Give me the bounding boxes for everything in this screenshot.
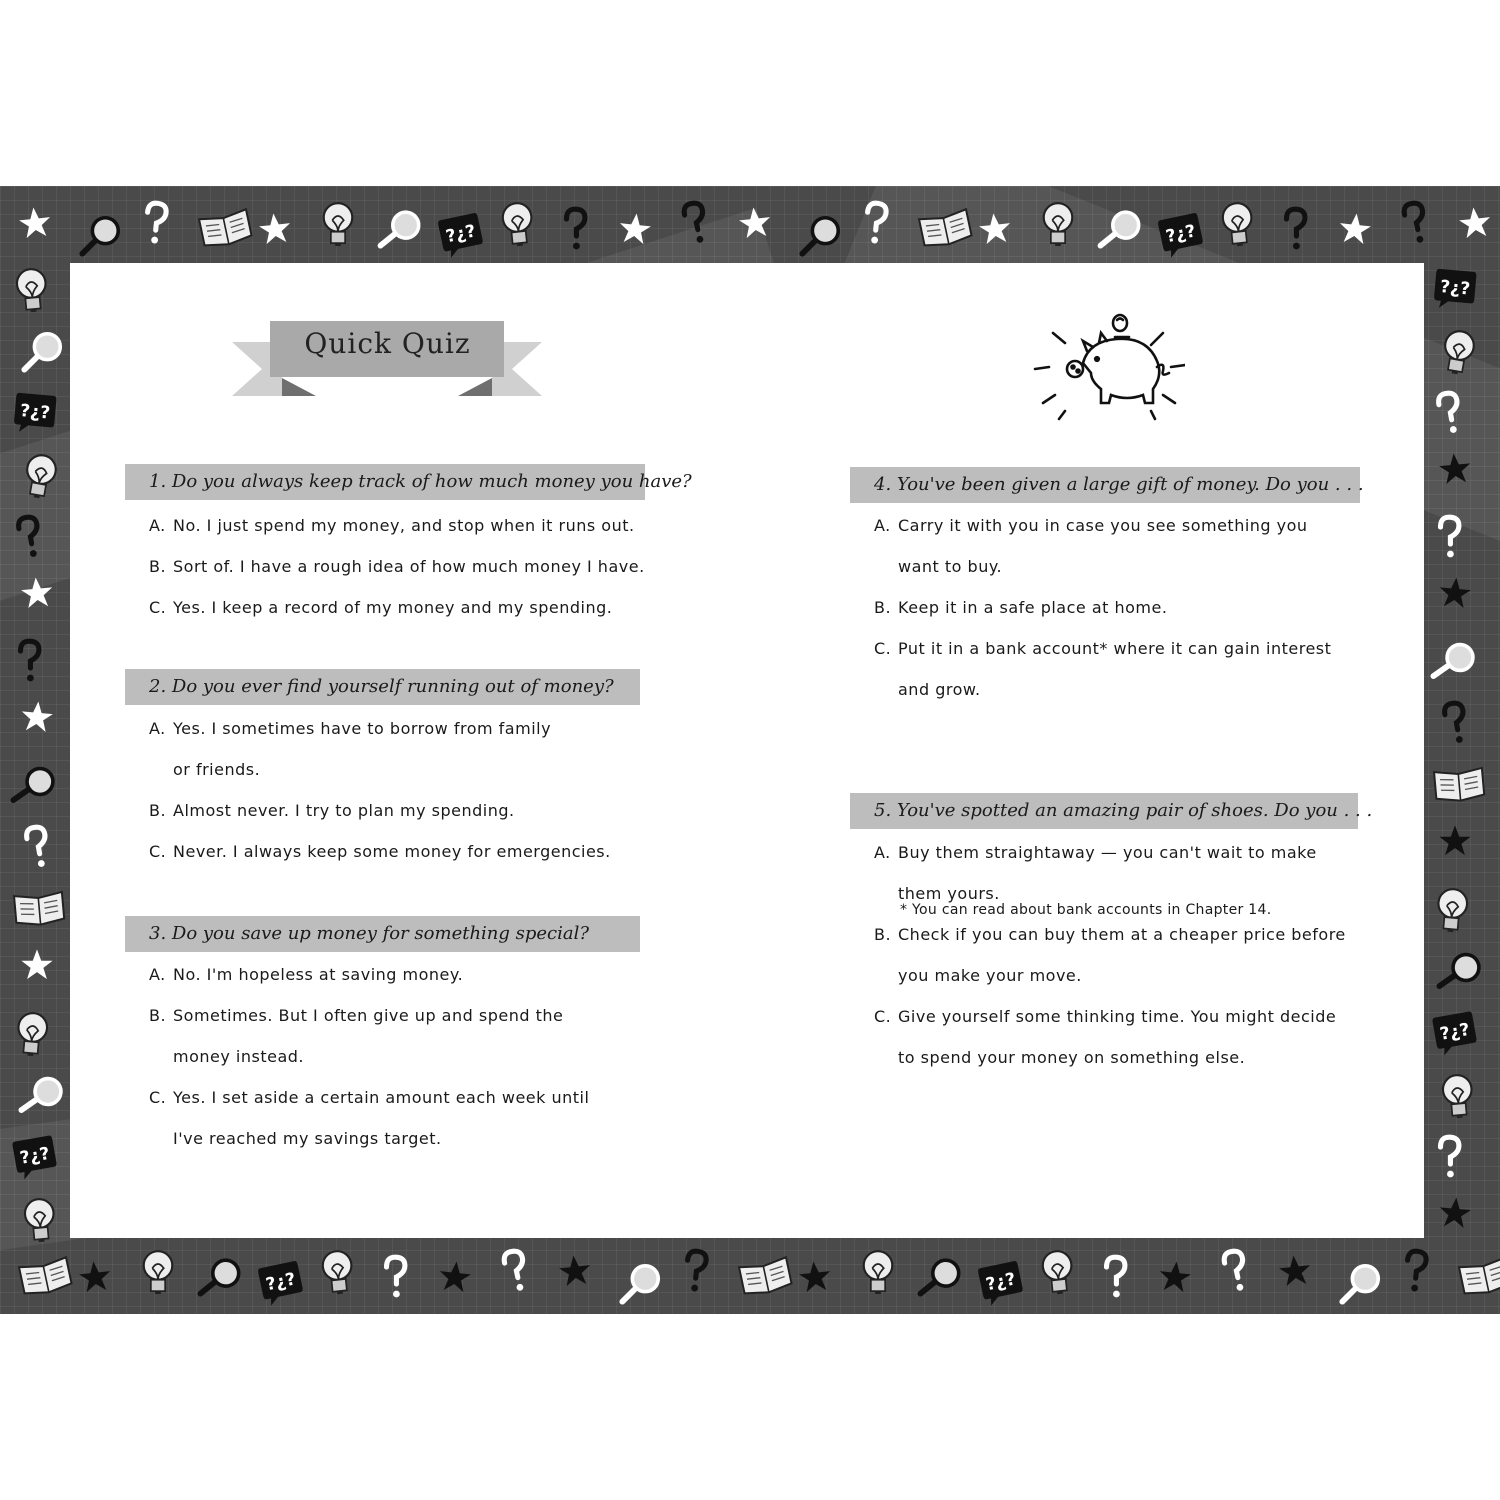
question-mark-icon xyxy=(1432,514,1466,560)
svg-text:?¿?: ?¿? xyxy=(1438,1019,1472,1045)
magnifier-icon xyxy=(20,328,66,374)
svg-text:?¿?: ?¿? xyxy=(19,401,51,424)
answer-option xyxy=(874,842,1317,864)
answer-letter: C. xyxy=(149,1088,167,1107)
magnifier-icon xyxy=(1428,634,1481,687)
question-bar xyxy=(125,669,640,705)
book-icon xyxy=(194,201,255,251)
magnifier-icon xyxy=(8,758,61,811)
lightbulb-icon xyxy=(1038,200,1078,252)
book-icon xyxy=(1454,1249,1500,1299)
question-mark-icon xyxy=(1098,1254,1132,1300)
book-icon xyxy=(734,1249,795,1299)
answer-text-continued: I've reached my savings target. xyxy=(173,1129,442,1148)
answer-option xyxy=(149,515,635,537)
answer-option xyxy=(149,597,612,619)
lightbulb-icon xyxy=(1430,884,1474,939)
answer-option xyxy=(149,1087,589,1109)
answer-letter: A. xyxy=(149,965,166,984)
star-icon xyxy=(256,210,293,247)
question-mark-icon xyxy=(856,198,895,247)
answer-letter: B. xyxy=(149,801,167,820)
answer-text: Yes. I keep a record of my money and my spending. xyxy=(173,598,613,617)
answer-text: Buy them straightaway — you can't wait to make xyxy=(898,843,1317,862)
question-mark-icon xyxy=(136,198,175,247)
question-mark-icon xyxy=(1434,697,1475,748)
star-icon xyxy=(1336,210,1373,247)
star-icon xyxy=(20,948,54,982)
question-text: 1. Do you always keep track of how much money you have? xyxy=(149,471,692,492)
book-icon xyxy=(10,884,67,929)
star-icon xyxy=(19,699,56,736)
star-icon xyxy=(16,204,53,241)
question-mark-icon xyxy=(1432,1134,1466,1180)
answer-text: Never. I always keep some money for emergencies. xyxy=(173,842,611,861)
piggy-bank-icon xyxy=(1025,303,1185,433)
answer-text-continued: to spend your money on something else. xyxy=(898,1048,1246,1067)
star-icon xyxy=(1437,575,1474,612)
speech-bubble-icon xyxy=(10,388,60,438)
question-text: 2. Do you ever find yourself running out of money? xyxy=(149,676,614,697)
answer-text-continued: them yours. xyxy=(898,884,1000,903)
star-icon xyxy=(616,210,653,247)
lightbulb-icon xyxy=(315,1246,360,1302)
speech-bubble-icon xyxy=(1154,208,1209,263)
question-bar xyxy=(850,467,1364,503)
answer-letter: C. xyxy=(874,639,892,658)
answer-text-continued: want to buy. xyxy=(898,557,1003,576)
magnifier-icon xyxy=(376,204,427,255)
book-icon xyxy=(1430,760,1487,805)
answer-option xyxy=(874,924,1346,946)
answer-letter: C. xyxy=(149,842,167,861)
question-mark-icon xyxy=(1214,1245,1257,1297)
answer-text: Almost never. I try to plan my spending. xyxy=(173,801,515,820)
speech-bubble-icon xyxy=(1428,1006,1481,1059)
lightbulb-icon xyxy=(318,200,358,252)
answer-text: Yes. I sometimes have to borrow from family xyxy=(173,719,552,738)
question-mark-icon xyxy=(1396,1246,1435,1295)
star-icon xyxy=(736,204,773,241)
answer-letter: A. xyxy=(874,843,891,862)
page-spread xyxy=(0,186,1500,1314)
svg-text:?¿?: ?¿? xyxy=(984,1269,1018,1296)
answer-text: Put it in a bank account* where it can gain interest xyxy=(898,639,1332,658)
star-icon xyxy=(76,1258,113,1295)
magnifier-icon xyxy=(1338,1260,1384,1306)
answer-text-continued: or friends. xyxy=(173,760,261,779)
star-icon xyxy=(1276,1252,1313,1289)
question-bar xyxy=(125,916,640,952)
answer-option xyxy=(149,718,551,740)
speech-bubble-icon xyxy=(434,208,489,263)
magnifier-icon xyxy=(78,212,124,258)
answer-text: Keep it in a safe place at home. xyxy=(898,598,1168,617)
magnifier-icon xyxy=(916,1252,967,1303)
answer-text: Carry it with you in case you see something you xyxy=(898,516,1308,535)
answer-option xyxy=(874,1006,1336,1028)
star-icon xyxy=(436,1258,473,1295)
answer-text-continued: and grow. xyxy=(898,680,981,699)
star-icon xyxy=(1456,204,1493,241)
answer-text: No. I just spend my money, and stop when it runs out. xyxy=(173,516,635,535)
magnifier-icon xyxy=(1434,944,1487,997)
question-mark-icon xyxy=(16,821,57,872)
magnifier-icon xyxy=(798,212,844,258)
question-bar xyxy=(125,464,692,500)
lightbulb-icon xyxy=(18,1194,62,1249)
answer-option xyxy=(149,800,515,822)
page-content xyxy=(70,263,1424,1238)
lightbulb-icon xyxy=(858,1248,898,1300)
lightbulb-icon xyxy=(1215,198,1260,254)
answer-option xyxy=(149,556,645,578)
svg-text:?¿?: ?¿? xyxy=(18,1143,52,1169)
answer-text: Check if you can buy them at a cheaper price before xyxy=(898,925,1346,944)
answer-letter: B. xyxy=(149,1006,167,1025)
question-mark-icon xyxy=(676,1246,715,1295)
lightbulb-icon xyxy=(138,1248,178,1300)
answer-text: Sometimes. But I often give up and spend the xyxy=(173,1006,564,1025)
answer-letter: B. xyxy=(149,557,167,576)
answer-text: No. I'm hopeless at saving money. xyxy=(173,965,464,984)
answer-text: Sort of. I have a rough idea of how much money I have. xyxy=(173,557,645,576)
answer-letter: C. xyxy=(149,598,167,617)
answer-text-continued: money instead. xyxy=(173,1047,304,1066)
question-mark-icon xyxy=(1394,197,1437,249)
magnifier-icon xyxy=(16,1068,69,1121)
book-icon xyxy=(14,1249,75,1299)
answer-option xyxy=(874,638,1331,660)
page-title: Quick Quiz xyxy=(304,327,471,360)
svg-text:?¿?: ?¿? xyxy=(444,221,478,248)
question-mark-icon xyxy=(558,206,592,252)
question-text: 5. You've spotted an amazing pair of shoes. Do you . . . xyxy=(874,800,1373,821)
lightbulb-icon xyxy=(1035,1246,1080,1302)
star-icon xyxy=(19,575,56,612)
svg-text:?¿?: ?¿? xyxy=(1164,221,1198,248)
answer-letter: B. xyxy=(874,925,892,944)
star-icon xyxy=(1437,1195,1474,1232)
svg-text:?¿?: ?¿? xyxy=(1439,277,1471,300)
magnifier-icon xyxy=(196,1252,247,1303)
star-icon xyxy=(1438,824,1472,858)
answer-option xyxy=(874,515,1308,537)
answer-letter: A. xyxy=(149,516,166,535)
star-icon xyxy=(796,1258,833,1295)
speech-bubble-icon xyxy=(1430,264,1480,314)
lightbulb-icon xyxy=(1436,1070,1480,1125)
star-icon xyxy=(556,1252,593,1289)
footnote: * You can read about bank accounts in Chapter 14. xyxy=(900,902,1272,918)
lightbulb-icon xyxy=(10,264,54,319)
lightbulb-icon xyxy=(495,198,540,254)
star-icon xyxy=(1156,1258,1193,1295)
answer-option xyxy=(149,841,611,863)
speech-bubble-icon xyxy=(254,1256,309,1311)
answer-text: Give yourself some thinking time. You might decide xyxy=(898,1007,1337,1026)
question-mark-icon xyxy=(12,638,46,684)
speech-bubble-icon xyxy=(8,1130,61,1183)
answer-text-continued: you make your move. xyxy=(898,966,1082,985)
answer-letter: A. xyxy=(874,516,891,535)
question-bar xyxy=(850,793,1373,829)
question-mark-icon xyxy=(494,1245,537,1297)
question-mark-icon xyxy=(1278,206,1312,252)
answer-option xyxy=(874,597,1167,619)
star-icon xyxy=(976,210,1013,247)
lightbulb-icon xyxy=(10,1008,54,1063)
star-icon xyxy=(1437,451,1474,488)
magnifier-icon xyxy=(618,1260,664,1306)
question-text: 4. You've been given a large gift of money. Do you . . . xyxy=(874,474,1364,495)
answer-letter: C. xyxy=(874,1007,892,1026)
answer-letter: A. xyxy=(149,719,166,738)
magnifier-icon xyxy=(1096,204,1147,255)
question-mark-icon xyxy=(378,1254,412,1300)
answer-option xyxy=(149,1005,563,1027)
answer-letter: B. xyxy=(874,598,892,617)
answer-text: Yes. I set aside a certain amount each week until xyxy=(173,1088,590,1107)
answer-option xyxy=(149,964,463,986)
svg-text:?¿?: ?¿? xyxy=(264,1269,298,1296)
question-text: 3. Do you save up money for something special? xyxy=(149,923,590,944)
speech-bubble-icon xyxy=(974,1256,1029,1311)
